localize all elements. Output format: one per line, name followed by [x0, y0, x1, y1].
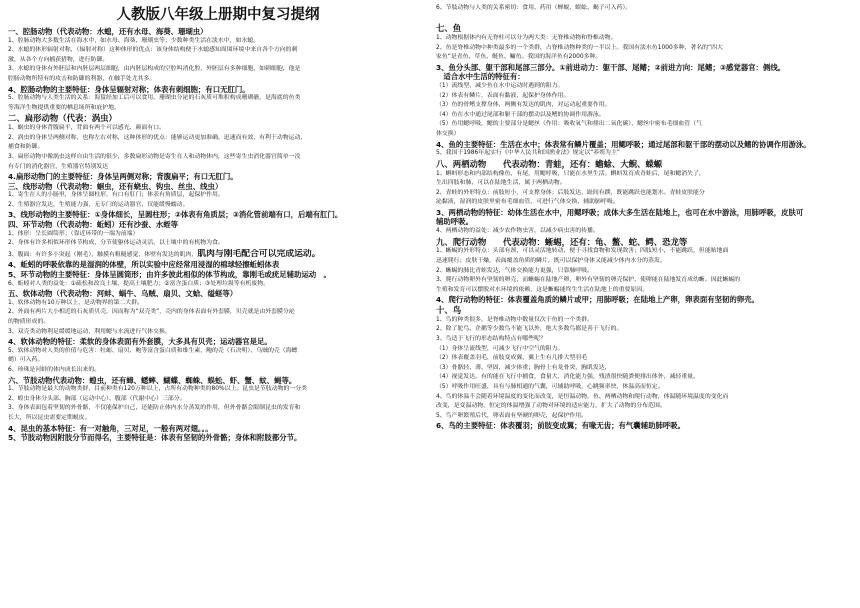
line-text: 3、双壳类动物利足缓缓地运动，利用鳃与水流进行气体交换。: [8, 328, 171, 335]
line-text: 3、鱼分头部、躯干部和尾部三部分。①前进动力：躯干部、尾鳍；②前进方向：尾鳍；③感觉器官：侧线。: [436, 62, 786, 72]
line-text: 6、节肢动物与人类的关系密切：食用、药用（蝉蜕、蜈蚣、蝎子可入药）。: [436, 5, 632, 11]
line-text: 5、鸟产卵繁殖后代，卵表面有坚硬的卵壳，起保护作用。: [436, 412, 588, 419]
text-line: [436, 247, 854, 257]
line-text: 1、体形：呈长圆筒形；（靠近环带的一端为前端）: [8, 230, 139, 237]
text-line: [436, 316, 854, 326]
line-text: 5、环节动物的主要特征：身体呈圆筒形；由许多彼此相似的体节构成，靠刚毛或疣足辅助运动 。: [8, 270, 331, 280]
line-text: 3、腹面：有许多小突起（刚毛），触摸有粗糙感觉，体壁有发达的肌肉，: [8, 251, 198, 258]
text-line: [436, 325, 854, 335]
line-text: 3、鸟适于飞行的形态结构特点有哪些呢？: [436, 336, 546, 342]
bold-line: [8, 424, 428, 434]
section-heading: [436, 23, 854, 34]
text-line: [436, 170, 854, 180]
line-text: 3、两栖动物的特征：幼体生活在水中，用鳃呼吸；成体大多生活在陆地上，也可在水中游泳，用肺呼吸，皮肤可: [436, 207, 804, 217]
text-line: [436, 354, 854, 364]
line-text: 八、两栖动物 代表动物：青蛙，还有：蟾蜍、大鲵、蝾螈: [436, 158, 663, 169]
line-text: 5、腔肠动物与人类生活的关系：海蜇经加工后可以食用，珊瑚虫分泌的石灰质可堆积构成珊瑚礁，是海底的鱼类: [8, 95, 301, 102]
bold-line: [436, 63, 854, 73]
line-text: 一、腔肠动物（代表动物：水螅，还有水母、海葵、珊瑚虫）: [8, 27, 208, 36]
line-text: 捕食和防御。: [8, 144, 44, 151]
line-text: 生出四肢和肺，可以在陆地生活，属于两栖动物。: [436, 180, 566, 187]
left-lines: [8, 27, 428, 443]
line-text: （2）体表覆盖羽毛，前肢变成翼，翼上生有几排大型羽毛: [436, 355, 588, 362]
text-line: [8, 143, 428, 153]
bold-line: [8, 433, 428, 443]
bold-line: [8, 270, 428, 280]
line-text: 1、蝌蚪形态和内部结构像鱼，有尾，用鳃呼吸，只能在水里生活。蝌蚪发育成青蛙后，尾和鳃消失了，: [436, 170, 705, 177]
text-line: [8, 124, 428, 134]
line-text: （5）呼吸作用旺盛，具有与肺相通的气囊，可辅助呼吸，心跳频率快，体温高而恒定。: [436, 383, 664, 390]
text-line: [436, 4, 854, 14]
text-line: [8, 230, 428, 240]
line-text: 1、腔肠动物大多数生活在海水中，如水母、海葵、珊瑚虫等；少数种类生活在淡水中，如水螅。: [8, 37, 260, 44]
line-text: 2、水螅的体形辐射对称，（辐射对称）这种体形的优点：该身体结构便于水螅感知周围环境中来自各个方向的刺: [8, 47, 298, 54]
text-line: [8, 239, 428, 249]
text-line: [8, 249, 428, 261]
right-column: [436, 4, 854, 431]
text-line: [436, 149, 854, 159]
line-text: 等海洋生物提供重要的栖息场所和庇护地。: [8, 104, 120, 111]
text-line: [8, 75, 428, 85]
text-line: [436, 82, 854, 92]
text-line: [436, 120, 854, 130]
line-text: 蛸）可入药。: [8, 357, 44, 364]
line-text: 改变，是变温动物，恒定的体温增强了动物对环境的适应能力，扩大了动物的分布范围。: [436, 403, 666, 410]
line-text: 3、线形动物的主要特征：①身体细长，呈圆柱形；②体表有角质层；③消化管前端有口，后端有肛门。: [8, 210, 343, 220]
line-text: 4、蚯蚓的呼吸依靠的是湿润的体壁，所以实验中应经常用浸湿的棉球轻擦蚯蚓体表: [8, 260, 280, 270]
text-line: [436, 198, 854, 208]
emphasis-text: 肌肉与刚毛配合可以完成运动。: [197, 248, 321, 259]
text-line: [8, 395, 428, 405]
text-line: [8, 104, 428, 114]
line-text: 4、爬行动物的特征：体表覆盖角质的鳞片或甲；用肺呼吸；在陆地上产卵，卵表面有坚韧的卵壳。: [436, 295, 759, 305]
text-line: [8, 46, 428, 56]
text-line: [8, 347, 428, 357]
text-line: [8, 356, 428, 366]
text-line: [436, 111, 854, 121]
text-line: [436, 179, 854, 189]
text-line: [8, 191, 428, 201]
text-line: [436, 227, 854, 237]
text-line: [436, 34, 854, 44]
line-text: [436, 15, 438, 21]
text-line: [8, 308, 428, 318]
bold-line: [8, 376, 428, 386]
line-text: （5）鱼用鳃呼吸，鳃的主要部分是鳃丝（作用：吸收氧气和排出二氧化碳），鳃丝中密布毛细血管（气: [436, 121, 702, 128]
text-line: [8, 153, 428, 163]
line-text: 2、身体有许多相似环形体节构成，分节使躯体运动灵活，以土壤中的有机物为食。: [8, 240, 224, 247]
bold-line: [8, 289, 428, 299]
text-line: [8, 385, 428, 395]
line-text: 七、鱼: [436, 23, 462, 34]
text-line: [436, 53, 854, 63]
line-text: 1、鸟的种类很多，是脊椎动物中数量仅次于鱼的一个类群。: [436, 316, 593, 323]
line-text: 四、环节动物（代表动物：蚯蚓）还有沙蚕、水蛭等: [8, 220, 178, 230]
text-line: [436, 14, 854, 24]
text-line: [8, 328, 428, 338]
bold-line: [8, 27, 428, 37]
line-text: 2、涡虫的身体呈两侧对称，也称左右对称，这种体形的优点：能够运动更加准确、迅速而有效，有利于动物运动、: [8, 134, 307, 141]
line-text: 5、节肢动物因附肢分节而得名，主要特征是：体表有坚韧的外骨骼；身体和附肢都分节。: [8, 433, 302, 443]
line-text: 1、节肢动物是最大的动物类群，目前种类有120万种以上，占所有动物种类的80%以上。昆虫是节肢动物的一分类: [8, 386, 308, 393]
text-line: [8, 163, 428, 173]
line-text: 4、鸟的体温不会随着环境温度的变化而改变，是恒温动物，鱼、两栖动物和爬行动物，体温随环境温度的变化而: [436, 393, 729, 400]
line-text: 2、除了鸵鸟、企鹅等少数鸟不能飞以外，绝大多数鸟都是善于飞行的。: [436, 326, 623, 333]
section-heading: [8, 113, 428, 124]
text-line: [436, 412, 854, 422]
text-line: [8, 65, 428, 75]
text-line: [8, 299, 428, 309]
line-text: 激，从各个方向捕获猎物，进行防御。: [8, 56, 109, 63]
bold-line: [436, 140, 854, 150]
line-text: 1、寄生在人的小肠里，身体呈圆柱形，有口有肛门；体表有角质层，起保护作用。: [8, 192, 224, 199]
text-line: [436, 257, 854, 267]
line-text: 三、线形动物（代表动物：蛔虫，还有蛲虫、钩虫、丝虫、线虫）: [8, 181, 223, 191]
line-text: 1、软体动物有10万种以上，是动物界的第二大群。: [8, 299, 143, 306]
text-line: [436, 44, 854, 54]
text-line: [436, 92, 854, 102]
line-text: （1）流线型，减少鱼在水中运动时遇到的阻力。: [436, 82, 564, 89]
line-text: 腔肠动物所特有的攻击和防御的利器，在触手处尤其多。: [8, 75, 156, 82]
bold-line: [8, 172, 428, 182]
line-text: （3）骨骼轻、薄、坚固，减少体重；胸骨上有龙骨突，胸肌发达，: [436, 364, 611, 371]
line-text: 的物质形成的。: [8, 319, 50, 326]
line-text: 6、蚯蚓对人类的益处：①疏松和改良土壤，提高土壤肥力；②富含蛋白质；③处理垃圾等有机废物。: [8, 280, 270, 287]
line-text: （3）鱼的骨鳍支撑身体，两侧有发达的肌肉，对运动起重要作用。: [436, 102, 611, 109]
line-text: 泌黏液，湿润的皮肤里密布毛细血管，可进行气体交换，辅助肺呼吸。: [436, 199, 619, 206]
line-text: 2、蜥蜴的肺比青蛙发达，气体交换能力更强，只靠肺呼吸。: [436, 267, 593, 274]
line-text: （4）鱼在水中通过尾部和躯干部的摆动以及鳍的协调作用游泳。: [436, 111, 605, 118]
line-text: 2、生殖器官发达，生殖能力强，无专门的运动器官，仅能缓慢蠕动。: [8, 201, 189, 208]
right-lines: [436, 4, 854, 431]
bold-line: [8, 182, 428, 192]
text-line: [8, 280, 428, 290]
line-text: 6、鸟的主要特征：体表覆羽；前肢变成翼；有喙无齿；有气囊辅助肺呼吸。: [436, 421, 686, 431]
line-text: 2、蝗虫身体分头部、胸部（运动中心）、腹部（代谢中心）三部分。: [8, 395, 186, 402]
text-line: [436, 393, 854, 403]
line-text: 4、腔肠动物的主要特征：身体呈辐射对称；体表有刺细胞；有口无肛门。: [8, 84, 250, 94]
line-text: （4）视觉发达，有的能在飞行中捕食，食量大，消化能力强，残渣很快随粪便排出体外，减轻重量。: [436, 374, 699, 381]
line-text: 二、扁形动物（代表：涡虫）: [8, 113, 117, 124]
line-text: 长大，所以昆虫需要定期蜕皮。: [8, 414, 91, 421]
line-text: 1、动物根据体内有无脊柱可以分为两大类：无脊椎动物和脊椎动物。: [436, 34, 617, 41]
text-line: [8, 94, 428, 104]
text-line: [8, 414, 428, 424]
text-line: [8, 318, 428, 328]
text-line: [8, 56, 428, 66]
text-line: [8, 134, 428, 144]
line-text: 5、软体动物对人类的价值与危害：牡蛎、扇贝、鲍等富含蛋白质和维生素，鲍的壳（石决明）、乌贼的壳（海螵: [8, 347, 298, 354]
bold-line: [436, 217, 854, 227]
line-text: 有专门的消化器官，生殖器官特别发达: [8, 163, 109, 170]
left-column: [8, 4, 428, 443]
bold-line: [436, 208, 854, 218]
line-text: 2、外面有两片大小相近的石灰质贝壳，因而称为“双壳类”，壳内的身体表面有外套膜，贝壳就是由外套膜分泌: [8, 309, 295, 316]
line-text: 生殖和发育可以摆脱对水环境的依赖，这是蜥蜴能终生生活在陆地上的重要原因。: [436, 286, 649, 293]
line-text: 辅助呼吸。: [436, 217, 473, 227]
bold-line: [8, 85, 428, 95]
text-line: [436, 276, 854, 286]
bold-line: [436, 295, 854, 305]
text-line: [436, 130, 854, 140]
line-text: 4.扁形动物门的主要特征：身体呈两侧对称；背腹扁平；有口无肛门。: [8, 172, 238, 182]
section-heading: [436, 237, 854, 248]
bold-line: [8, 337, 428, 347]
bold-line: [436, 72, 854, 82]
text-line: [8, 37, 428, 47]
text-line: [436, 101, 854, 111]
bold-line: [8, 260, 428, 270]
line-text: 1、蜗虫的身体背腹扁平，背面有两个可以感光、颜面有口。: [8, 125, 165, 132]
line-text: （2）体表有鳞片，表面有黏液，起保护身体作用。: [436, 92, 570, 99]
bold-line: [8, 210, 428, 220]
line-text: 3、身体表面包着坚韧的外骨骼，不仅能保护自己，还能防止体内水分蒸发的作用，但外骨骼会限制昆虫的发育和: [8, 405, 301, 412]
line-text: 4、两栖动物的益处：减少农作物虫害，以减少病虫害的传播。: [436, 228, 599, 235]
text-line: [8, 201, 428, 211]
line-text: 5、我国于1986年起实行《中华人民共和国渔业法》规定以“养殖为主”: [436, 150, 620, 157]
text-line: [8, 366, 428, 376]
line-text: 六、节肢动物代表动物：蝗虫，还有蟑、蟋蟀、蝴蝶、蜘蛛、蜈蚣、虾、蟹、蚊、蝇等。: [8, 375, 297, 385]
line-text: 4、软体动物的特征：柔软的身体表面有外套膜，大多具有贝壳；运动器官是足。: [8, 337, 272, 347]
line-text: （1）身体呈流线型，可减少飞行中空气的阻力。: [436, 345, 564, 352]
line-text: 1、蜥蜴的外形特点：头部有颈，可以灵活地转动，便于寻找食物和发现敌害；四肢短小，不能跳跃，但能贴地面: [436, 248, 729, 255]
line-text: 十、鸟: [436, 305, 462, 316]
line-text: 6、珍珠是河蚌的体内成长出来的。: [8, 366, 101, 373]
text-line: [8, 404, 428, 414]
line-text: 迅速爬行；皮肤干燥，表面覆盖角质的鳞片，既可以保护身体又能减少体内水分的蒸发。: [436, 258, 666, 265]
text-line: [436, 267, 854, 277]
line-text: 4、昆虫的基本特征：有一对触角，三对足，一般有两对翅。。。: [8, 423, 213, 433]
line-text: 五、软体动物（代表动物：河蚌、蜗牛、乌贼、扇贝、文蛤、缢蛏等）: [8, 289, 238, 299]
section-heading: [436, 159, 854, 170]
text-line: [436, 286, 854, 296]
line-text: 家鱼”是青鱼、草鱼、鲢鱼、鳙鱼。我国的海洋鱼有2000多种。: [436, 54, 602, 61]
text-line: [436, 345, 854, 355]
line-text: 3、扁形动物中像涡虫这样自由生活的很少，多数扁形动物是寄生在人和动物体内，这些寄生虫消化器官简单一没: [8, 153, 301, 160]
line-text: 2、青蛙的外形特点：前肢短小，可支撑身体；后肢发达，趾间有蹼，既能跳跃也能划水。青蛙皮肤能分: [436, 189, 705, 196]
text-line: [436, 383, 854, 393]
section-heading: [436, 305, 854, 316]
bold-line: [436, 421, 854, 431]
page-title: 人教版八年级上册期中复习提纲: [116, 6, 320, 23]
line-text: 3、爬行动物卵外有坚韧的卵壳，而蜥蜴在陆地产卵，卵外有坚韧的卵壳保护，使卵能在陆地发育成幼蜥。因此蜥蜴的: [436, 277, 741, 284]
text-line: [436, 335, 854, 345]
text-line: [436, 364, 854, 374]
text-line: [436, 402, 854, 412]
text-line: [436, 189, 854, 199]
line-text: 适合水中生活的特征有：: [436, 72, 525, 82]
bold-line: [8, 220, 428, 230]
line-text: 九、爬行动物 代表动物：蜥蜴，还有：龟、鳖、蛇、鳄、恐龙等: [436, 236, 688, 247]
text-line: [436, 373, 854, 383]
line-text: 3、水螅的身体有外胚层和内胚层两层细胞，由内胚层构成的空腔叫消化腔，外胚层有多种细胞，如刺细胞，他是: [8, 66, 301, 73]
line-text: 4、鱼的主要特征：生活在水中；体表常有鳞片覆盖；用鳃呼吸；通过尾部和躯干部的摆动以及鳍的协调作用游泳。: [436, 139, 811, 149]
line-text: 体交换）: [436, 130, 460, 137]
line-text: 2、鱼是脊椎动物中种类最多的一个类群，占脊椎动物种类的一半以上。我国有淡水鱼1000多种，著名的“四大: [436, 44, 723, 51]
